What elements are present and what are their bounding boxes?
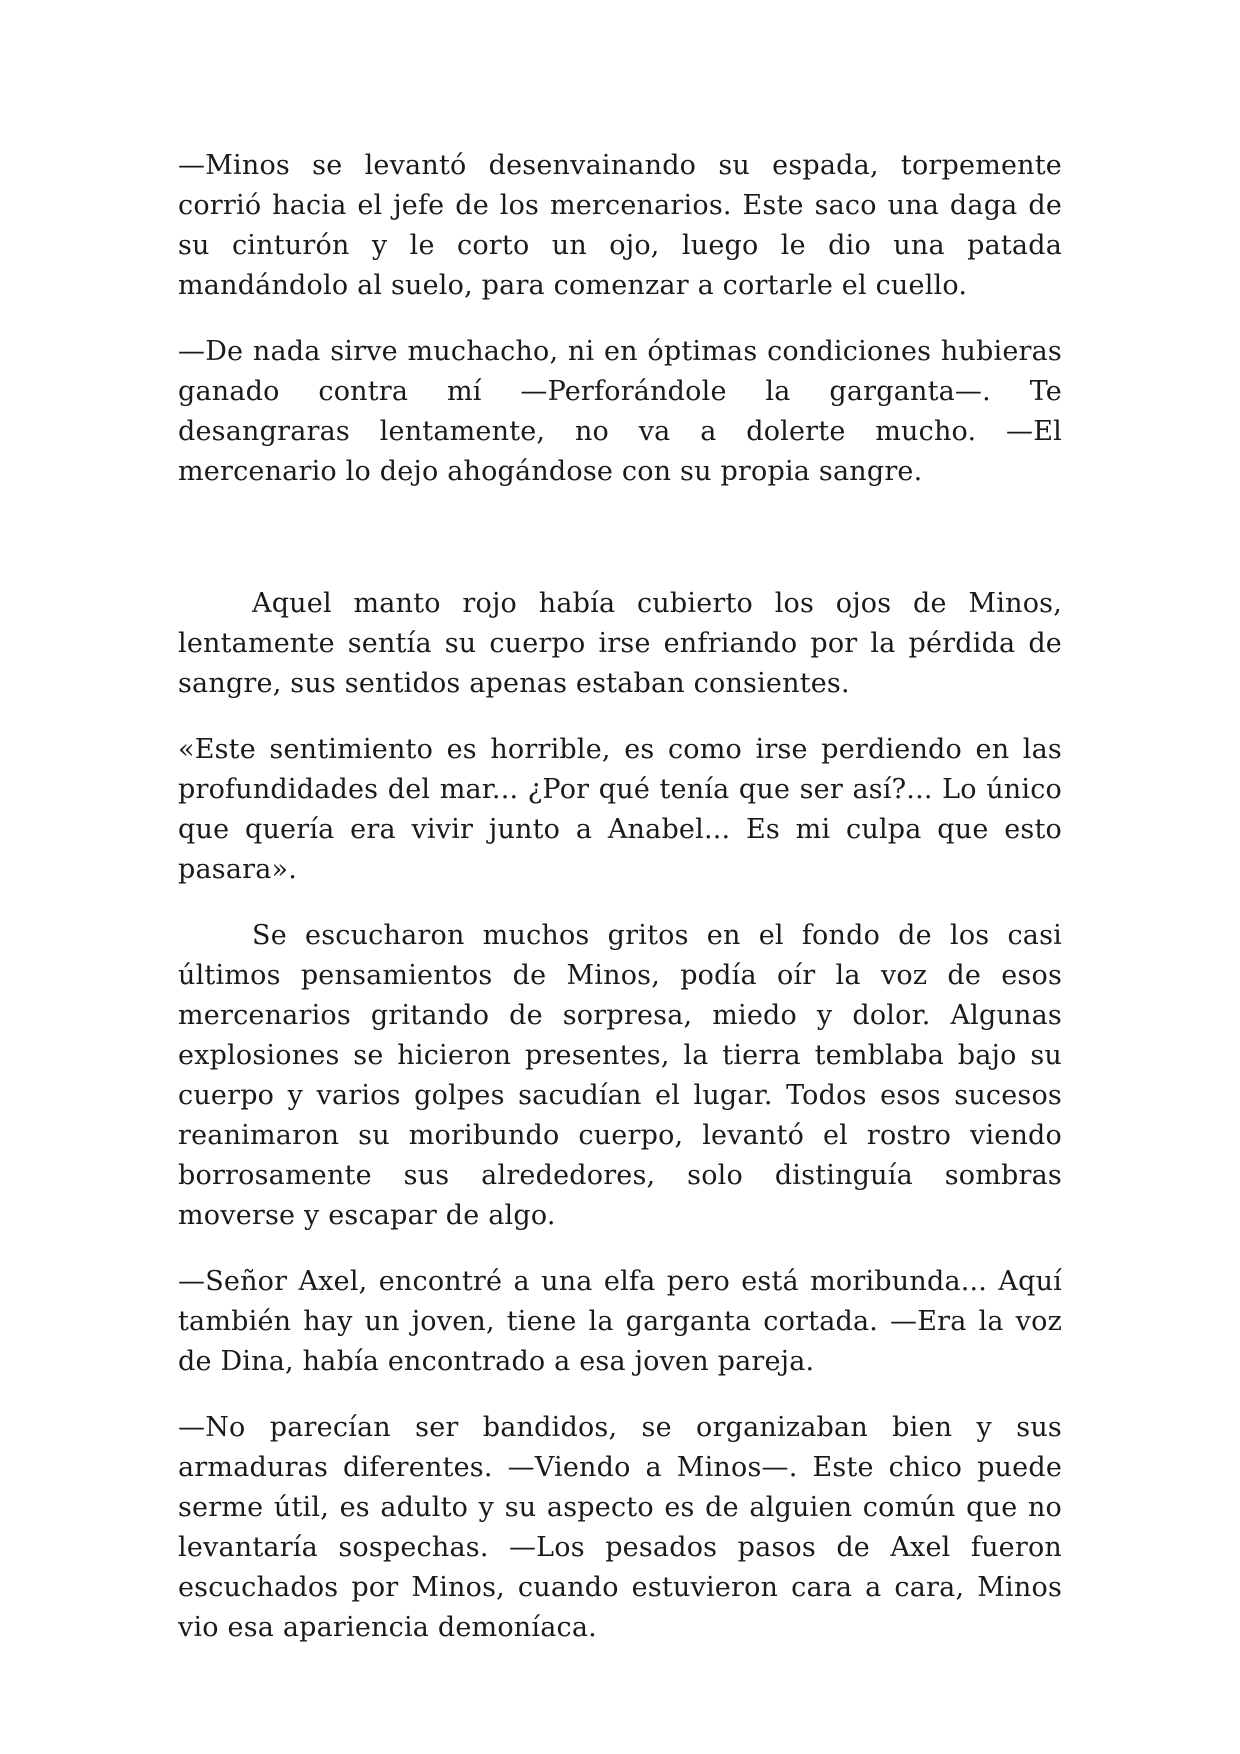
paragraph-spacing bbox=[178, 306, 1062, 332]
paragraph-minos-attacks: —Minos se levantó desenvainando su espada, torpemente corrió hacia el jefe de los mercenarios. Este saco una daga de su cinturón y le corto un ojo, luego le dio una patada mandándolo al suelo, para comenzar a cortarle el cuello. bbox=[178, 150, 1062, 301]
paragraph-inner-thought: «Este sentimiento es horrible, es como irse perdiendo en las profundidades del mar... ¿Por qué tenía que ser así?... Lo único que quería era vivir junto a Anabel... Es mi culpa que esto pasara». bbox=[178, 734, 1062, 885]
document-page bbox=[178, 146, 1062, 1648]
paragraph-spacing bbox=[178, 1382, 1062, 1408]
paragraph-red-mantle: Aquel manto rojo había cubierto los ojos de Minos, lentamente sentía su cuerpo irse enfriando por la pérdida de sangre, sus sentidos apenas estaban consientes. bbox=[178, 588, 1062, 699]
paragraph-axel-speech: —No parecían ser bandidos, se organizaban bien y sus armaduras diferentes. —Viendo a Minos—. Este chico puede serme útil, es adulto y su aspecto es de alguien común que no levantaría sospechas. —Los pesados pasos de Axel fueron escuchados por Minos, cuando estuvieron cara a cara, Minos vio esa apariencia demoníaca. bbox=[178, 1412, 1062, 1643]
paragraph-spacing bbox=[178, 704, 1062, 730]
paragraph-spacing bbox=[178, 890, 1062, 916]
paragraph-mercenary-speech: —De nada sirve muchacho, ni en óptimas condiciones hubieras ganado contra mí —Perforándole la garganta—. Te desangraras lentamente, no va a dolerte mucho. —El mercenario lo dejo ahogándose con su propia sangre. bbox=[178, 336, 1062, 487]
paragraph-dina-voice: —Señor Axel, encontré a una elfa pero está moribunda... Aquí también hay un joven, tiene la garganta cortada. —Era la voz de Dina, había encontrado a esa joven pareja. bbox=[178, 1266, 1062, 1377]
paragraph-screams: Se escucharon muchos gritos en el fondo de los casi últimos pensamientos de Minos, podía oír la voz de esos mercenarios gritando de sorpresa, miedo y dolor. Algunas explosiones se hicieron presentes, la tierra temblaba bajo su cuerpo y varios golpes sacudían el lugar. Todos esos sucesos reanimaron su moribundo cuerpo, levantó el rostro viendo borrosamente sus alrededores, solo distinguía sombras moverse y escapar de algo. bbox=[178, 920, 1062, 1231]
paragraph-spacing bbox=[178, 1236, 1062, 1262]
scene-break bbox=[178, 492, 1062, 584]
